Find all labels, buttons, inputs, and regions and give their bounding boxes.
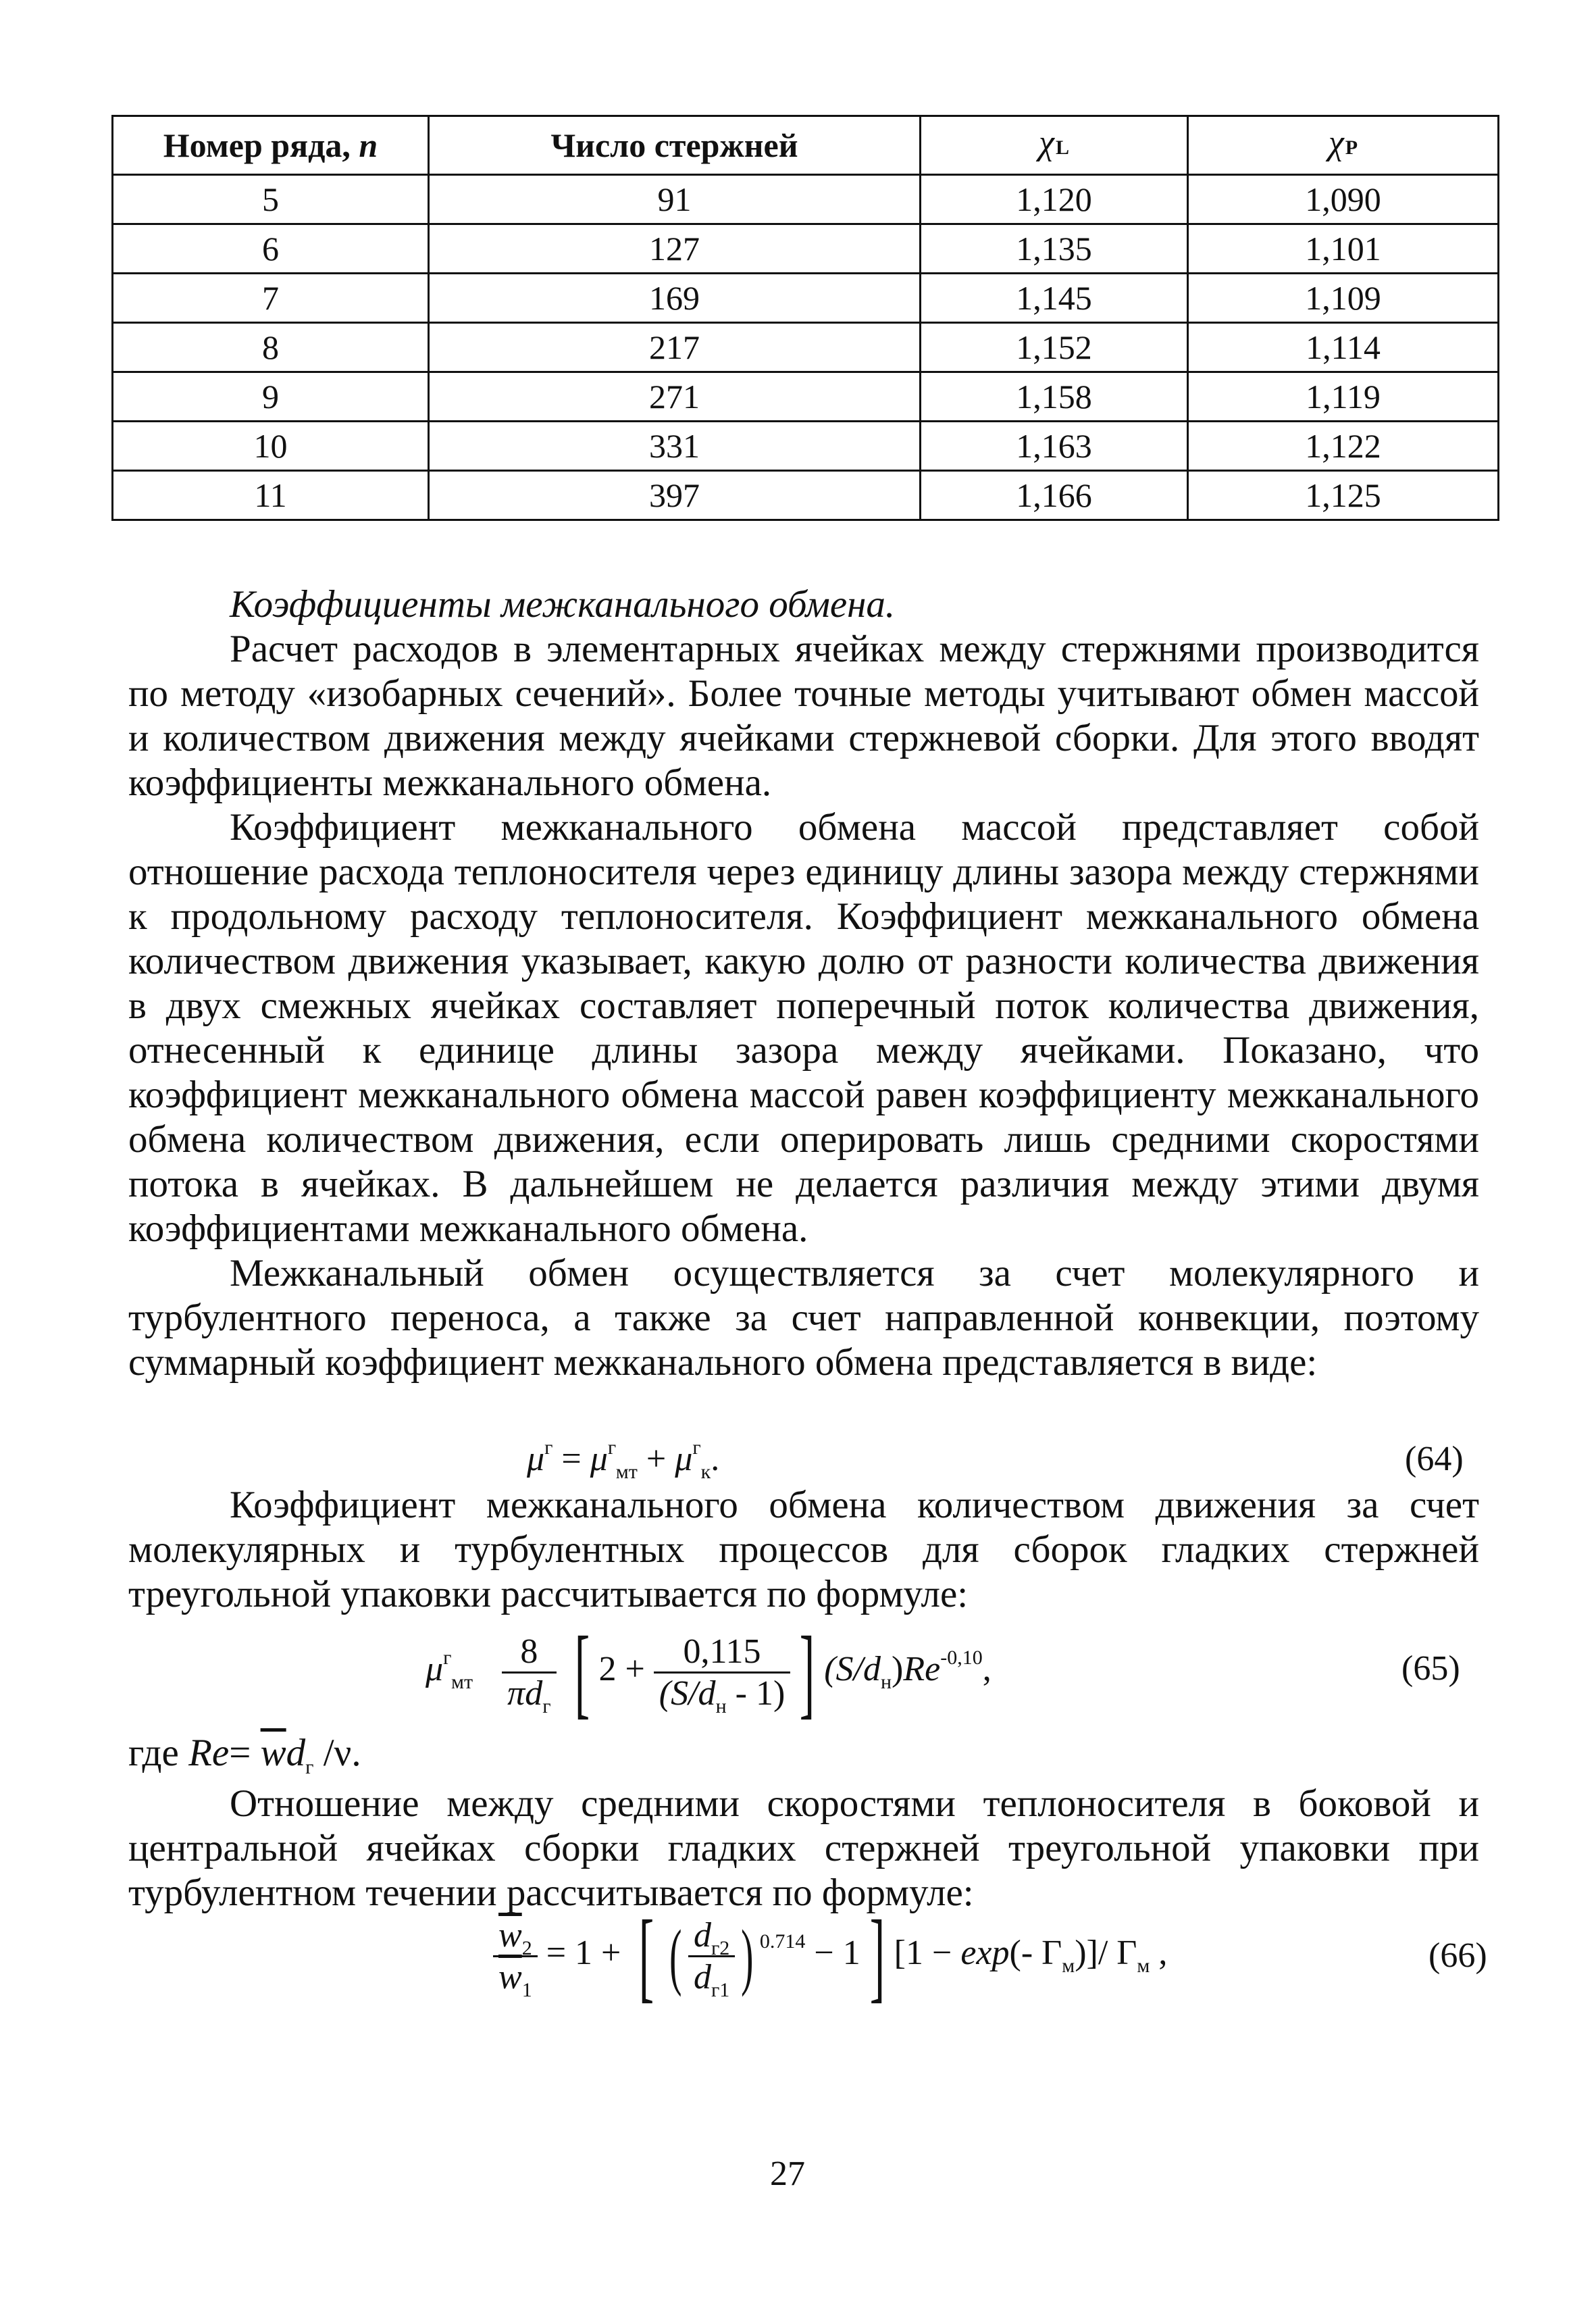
- table-cell: 1,109: [1188, 274, 1499, 323]
- table-cell: 1,114: [1188, 323, 1499, 372]
- table-row: [113, 471, 1499, 520]
- table-cell: 1,152: [921, 323, 1188, 372]
- table-cell: 1,158: [921, 372, 1188, 422]
- table-cell: 1,090: [1188, 175, 1499, 224]
- table-cell: 1,122: [1188, 422, 1499, 471]
- equation-number-65: (65): [1401, 1649, 1460, 1688]
- table-cell: 8: [113, 323, 429, 372]
- table-cell: 6: [113, 224, 429, 274]
- table-cell: 1,163: [921, 422, 1188, 471]
- equation-number-66: (66): [1428, 1936, 1487, 1975]
- header-chi-p: χP: [1188, 116, 1499, 175]
- rows-table: [111, 115, 1499, 521]
- table-cell: 1,119: [1188, 372, 1499, 422]
- section-heading: Коэффициенты межканального обмена.: [230, 583, 896, 626]
- table-cell: 5: [113, 175, 429, 224]
- section-text-1: [128, 582, 1479, 1385]
- equation-64: $\mu^г = \mu^г_{мт} + \mu^г_к$.: [527, 1436, 720, 1483]
- table-cell: 7: [113, 274, 429, 323]
- table-cell: 1,125: [1188, 471, 1499, 520]
- table-cell: 271: [429, 372, 921, 422]
- table-cell: 10: [113, 422, 429, 471]
- page-number: 27: [770, 2155, 805, 2193]
- table-row: [113, 175, 1499, 224]
- table-cell: 1,101: [1188, 224, 1499, 274]
- table-cell: 127: [429, 224, 921, 274]
- table-row: [113, 323, 1499, 372]
- equation-number-64: (64): [1405, 1440, 1464, 1478]
- equation-65: $\mu^г_{мт}$ $\frac{8}{\pi d_г}$ [ 2 + $\frac{0,115}{(S/d_н - 1)}$ ] $(S/d_н)Re^{-0,10}$,: [426, 1616, 992, 1728]
- header-chi-l: χL: [921, 116, 1188, 175]
- section-text-2: [128, 1483, 1479, 1617]
- table-cell: 1,166: [921, 471, 1188, 520]
- table-row: [113, 372, 1499, 422]
- table-row: [113, 224, 1499, 274]
- table-cell: 1,145: [921, 274, 1188, 323]
- paragraph-4: Коэффициент межканального обмена количеством движения за счет молекулярных и турбулентных процессов для сборок гладких стержней треугольной упаковки рассчитывается по формуле:: [128, 1484, 1479, 1615]
- paragraph-3: Межканальный обмен осуществляется за счет молекулярного и турбулентного переноса, а также за счет направленной конвекции, поэтому суммарный коэффициент межканального обмена представляется в виде:: [128, 1252, 1479, 1384]
- table-cell: 9: [113, 372, 429, 422]
- table-cell: 91: [429, 175, 921, 224]
- header-rod-count: Число стержней: [429, 116, 921, 175]
- table-cell: 11: [113, 471, 429, 520]
- table-cell: 169: [429, 274, 921, 323]
- table-cell: 397: [429, 471, 921, 520]
- header-row-number: Номер ряда, n: [113, 116, 429, 175]
- paragraph-2: Коэффициент межканального обмена массой представляет собой отношение расхода теплоносителя через единицу длины зазора между стержнями к продольному расходу теплоносителя. Коэффициент межканального обмена количеством движения указывает, какую долю от разности количества движения в двух смежных ячейках составляет поперечный поток количества движения, отнесенный к единице длины зазора между ячейками. Показано, что коэффициент межканального обмена массой равен коэффициенту межканального обмена количеством движения, если оперировать лишь средними скоростями потока в ячейках. В дальнейшем не делается различия между этими двумя коэффициентами межканального обмена.: [128, 806, 1479, 1250]
- table-cell: 331: [429, 422, 921, 471]
- where-clause: где $Re= \overline{w}d_г$ /ν.: [128, 1732, 361, 1778]
- table-row: [113, 422, 1499, 471]
- table-row: [113, 274, 1499, 323]
- section-text-3: [128, 1731, 1479, 1915]
- table-cell: 217: [429, 323, 921, 372]
- paragraph-1: Расчет расходов в элементарных ячейках между стержнями производится по методу «изобарных сечений». Более точные методы учитывают обмен массой и количеством движения между ячейками стержневой сборки. Для этого вводят коэффициенты межканального обмена.: [128, 628, 1479, 804]
- paragraph-5: Отношение между средними скоростями теплоносителя в боковой и центральной ячейках сборки гладких стержней треугольной упаковки при турбулентном течении рассчитывается по формуле:: [128, 1782, 1479, 1914]
- equation-66: $\frac{\overline{w}_2}{\overline{w}_1}$ = 1 + [ ( $\frac{d_{г2}}{d_{г1}}$ ) $^{0.714}$ − 1] [1 − exp(- $Г_м)]/$ $Г_м$ ,: [493, 1905, 1167, 2007]
- table-cell: 1,120: [921, 175, 1188, 224]
- table-header-row: [113, 116, 1499, 175]
- table-cell: 1,135: [921, 224, 1188, 274]
